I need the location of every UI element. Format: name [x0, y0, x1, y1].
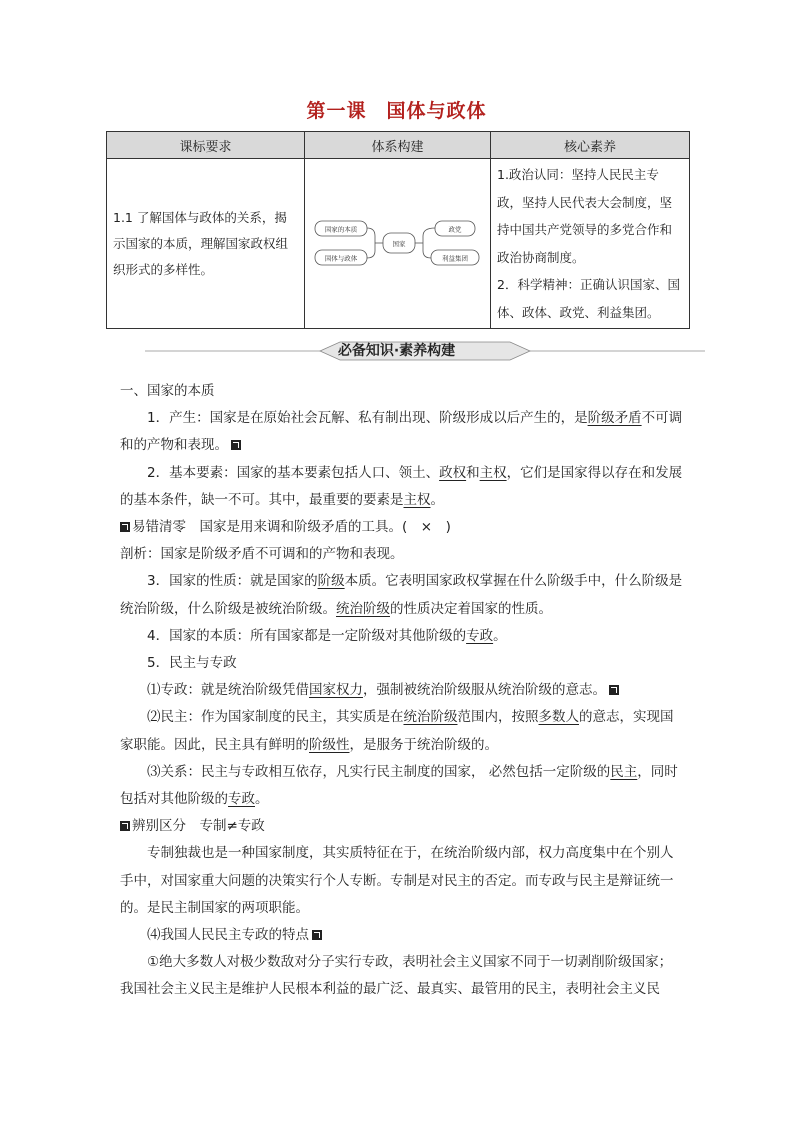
para-relation: ⑶关系：民主与专政相互依存，凡实行民主制度的国家， 必然包括一定阶级的民主，同时包括对其他阶级的专政。 [120, 763, 678, 808]
system-diagram [305, 159, 491, 329]
core-literacy-cell [491, 159, 690, 329]
note-icon [312, 930, 322, 940]
requirement-text: 1.1 了解国体与政体的关系，揭示国家的本质，理解国家政权组织形式的多样性。 [107, 159, 305, 329]
content-body [120, 378, 685, 1004]
note-icon [609, 685, 619, 695]
para-elements: 2．基本要素：国家的基本要素包括人口、领土、政权和主权，它们是国家得以存在和发展的基本条件，缺一不可。其中，最重要的要素是主权。 [120, 464, 683, 508]
para-feature-1: ①绝大多数人对极少数敌对分子实行专政，表明社会主义国家不同于一切剥削阶级国家；我国社会主义民主是维护人民根本利益的最广泛、最真实、最管用的民主，表明社会主义民 [120, 954, 673, 998]
section-banner: 必备知识·素养构建 [337, 343, 456, 359]
para-democracy-dictatorship: 5．民主与专政 [147, 655, 237, 672]
para-democracy: ⑵民主：作为国家制度的民主，其实质是在统治阶级范围内，按照多数人的意志，实现国家职能。因此，民主具有鲜明的阶级性，是服务于统治阶级的。 [120, 709, 674, 753]
header-core-literacy: 核心素养 [491, 132, 690, 159]
heading-state-essence: 一、国家的本质 [120, 383, 215, 399]
para-distinguish: 辨别区分 专制≠专政 [120, 813, 685, 840]
header-system: 体系构建 [305, 132, 491, 159]
svg-text:政党: 政党 [448, 225, 461, 233]
note-icon [120, 522, 130, 532]
para-error-check: 易错清零 国家是用来调和阶级矛盾的工具。( × ) [120, 514, 685, 541]
overview-table [106, 131, 690, 329]
note-icon [120, 821, 130, 831]
para-nature: 3．国家的性质：就是国家的阶级本质。它表明国家政权掌握在什么阶级手中，什么阶级是统治阶级，什么阶级是被统治阶级。统治阶级的性质决定着国家的性质。 [120, 573, 683, 617]
para-features-heading: ⑷我国人民民主专政的特点 [120, 922, 685, 949]
svg-text:国体与政体: 国体与政体 [324, 254, 357, 262]
svg-text:国家: 国家 [392, 239, 405, 248]
note-icon [231, 440, 241, 450]
core-item-1: 1.政治认同：坚持人民民主专政，坚持人民代表大会制度，坚持中国共产党领导的多党合作和政治协商制度。 [497, 167, 673, 265]
para-autocracy: 专制独裁也是一种国家制度，其实质特征在于，在统治阶级内部，权力高度集中在个别人手中，对国家重大问题的决策实行个人专断。专制是对民主的否定。而专政与民主是辩证统一的。是民主制国家的两项职能。 [120, 845, 674, 916]
core-item-2: 2．科学精神：正确认识国家、国体、政体、政党、利益集团。 [497, 277, 680, 320]
para-essence: 4．国家的本质：所有国家都是一定阶级对其他阶级的专政。 [147, 627, 507, 644]
svg-text:利益集团: 利益集团 [441, 254, 468, 262]
para-analysis: 剖析：国家是阶级矛盾不可调和的产物和表现。 [120, 546, 404, 563]
svg-text:国家的本质: 国家的本质 [324, 225, 357, 233]
para-dictatorship: ⑴专政：就是统治阶级凭借国家权力，强制被统治阶级服从统治阶级的意志。 [120, 677, 685, 704]
para-origin: 1．产生：国家是在原始社会瓦解、私有制出现、阶级形成以后产生的，是阶级矛盾不可调和的产物和表现。 [120, 410, 683, 454]
lesson-title: 第一课 国体与政体 [306, 100, 487, 122]
header-requirements: 课标要求 [107, 132, 305, 159]
